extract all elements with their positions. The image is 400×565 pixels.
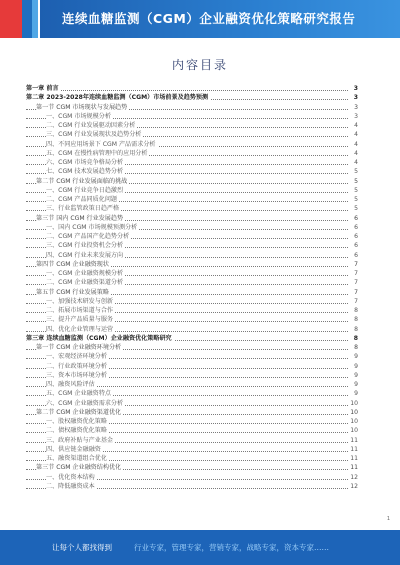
toc-entry-title: 二、CGM 行业发展驱动因素分析 [46,122,136,129]
toc-entry-page: 9 [354,371,358,379]
toc-entry[interactable] [26,399,358,408]
toc-entry-title: 五、融资渠道组合优化 [46,455,107,462]
toc-entry-title: 三、资本市场环境分析 [46,371,107,379]
report-title: 连续血糖监测（CGM）企业融资优化策略研究报告 [62,11,356,26]
toc-entry-title: 四、CGM 行业未来发展方向 [46,251,124,259]
toc-entry-page: 10 [350,408,358,416]
toc-entry-title: 四、优化企业管理与运营 [46,325,114,333]
toc-entry-page: 8 [353,334,358,342]
toc-entry[interactable] [26,473,358,482]
toc-entry[interactable] [26,103,358,112]
toc-entry-page: 3 [354,103,358,111]
toc-entry-page: 4 [354,140,358,148]
toc-entry[interactable] [26,426,358,435]
toc-entry-page: 8 [354,307,358,314]
toc-entry-page: 6 [354,233,358,240]
toc-entry[interactable] [26,177,358,186]
toc-entry[interactable] [26,297,358,306]
footer-tags: 行业专家，管理专家，营销专家，战略专家，资本专家…… [134,543,329,552]
toc-entry-title: 一、优化资本结构 [46,473,95,481]
toc-entry-title: 二、CGM 产品国产化趋势分析 [46,233,130,240]
toc-entry[interactable] [26,223,358,232]
toc-entry-page: 4 [354,131,358,139]
toc-entry[interactable] [26,325,358,334]
toc-entry[interactable] [26,241,358,250]
toc-entry-page: 4 [354,159,358,166]
toc-entry[interactable] [26,195,358,204]
toc-entry-title: 六、CGM 市场竞争格局分析 [46,159,124,166]
toc-entry-title: 五、CGM 企业融资特点 [46,390,111,398]
toc-entry-title: 三、CGM 行业投资机会分析 [46,242,124,250]
toc-entry-title: 第一节 CGM 市场现状与发展趋势 [36,103,128,111]
toc-entry[interactable] [26,158,358,167]
toc-entry-page: 11 [350,445,358,453]
toc-entry-page: 4 [354,149,358,157]
footer-slogan: 让每个人都找得到 [52,543,112,552]
toc-entry-title: 二、降低融资成本 [46,482,95,490]
toc-entry-title: 第三章 连续血糖监测（CGM）企业融资优化策略研究 [26,334,172,342]
toc-entry-page: 6 [354,214,358,222]
toc-entry-page: 8 [354,325,358,333]
toc-entry-title: 第一章 前言 [26,85,59,92]
toc-entry-title: 二、行业政策环境分析 [46,362,107,370]
toc-entry-title: 一、CGM 市场规模分析 [46,112,111,120]
toc-entry[interactable] [26,204,358,213]
toc-entry-page: 11 [350,436,358,444]
page-number: 1 [386,516,390,522]
toc-entry-title: 四、不同应用场景下 CGM 产品需求分析 [46,140,156,148]
toc-entry[interactable] [26,93,358,102]
header-color-bar [0,0,40,38]
toc-entry-page: 11 [350,464,358,472]
toc-entry[interactable] [26,260,358,269]
toc-entry[interactable] [26,408,358,417]
toc-entry-page: 12 [350,482,358,490]
toc-entry-page: 5 [354,196,358,203]
toc-entry-page: 9 [354,362,358,370]
toc-entry-page: 6 [354,242,358,250]
toc-entry-title: 一、CGM 企业融资规模分析 [46,270,124,277]
toc-entry-page: 5 [354,205,358,213]
toc-entry[interactable] [26,269,358,278]
toc-entry-title: 七、CGM 技术发展趋势分析 [46,168,124,176]
toc-entry[interactable] [26,149,358,158]
toc-entry[interactable] [26,454,358,463]
toc-entry[interactable] [26,251,358,260]
toc-entry-page: 5 [354,186,358,194]
toc-entry[interactable] [26,334,358,343]
toc-entry-title: 三、行业监管政策日趋严格 [46,205,120,213]
toc-entry-title: 三、提升产品质量与服务 [46,316,114,324]
toc-entry[interactable] [26,121,358,130]
toc-entry[interactable] [26,436,358,445]
toc-entry[interactable] [26,278,358,287]
toc-entry-title: 五、CGM 在慢性病管理中的应用分析 [46,149,148,157]
toc-entry[interactable] [26,140,358,149]
toc-entry-page: 5 [354,177,358,185]
toc-entry-title: 三、政府补贴与产业基金 [46,436,114,444]
toc-entry-title: 二、债权融资优化策略 [46,427,107,435]
toc-entry-title: 三、CGM 行业发展现状及趋势分析 [46,131,142,139]
toc-entry[interactable] [26,167,358,176]
toc-entry[interactable] [26,306,358,315]
toc-entry-page: 6 [354,251,358,259]
toc-heading: 内容目录 [171,58,228,72]
toc-entry-page: 8 [354,344,358,351]
toc-entry-page: 8 [354,316,358,324]
toc-entry[interactable] [26,232,358,241]
toc-entry-title: 一、宏观经济环境分析 [46,353,107,361]
toc-entry[interactable] [26,288,358,297]
toc-entry-page: 9 [354,381,358,388]
toc-entry[interactable] [26,380,358,389]
toc-entry-title: 一、CGM 行业竞争日趋激烈 [46,186,124,194]
toc-entry-title: 第四节 CGM 企业融资现状 [36,260,109,268]
toc-entry[interactable] [26,371,358,380]
toc-entry-page: 10 [350,418,358,425]
toc-entry-title: 第三节 CGM 企业融资结构优化 [36,464,122,472]
toc-entry-page: 7 [354,297,358,305]
toc-entry[interactable] [26,130,358,139]
toc-entry-page: 10 [350,399,358,407]
toc-entry[interactable] [26,186,358,195]
toc-entry-title: 第三节 国内 CGM 行业发展趋势 [36,214,124,222]
report-header [0,0,400,38]
toc-entry-page: 6 [354,223,358,231]
toc-entry-title: 六、CGM 企业融资需求分析 [46,399,124,407]
toc-entry-page: 7 [354,288,358,296]
toc-entry-title: 第二节 CGM 企业融资渠道优化 [36,408,122,416]
toc-entry[interactable] [26,112,358,121]
toc-entry-title: 二、拓展市场渠道与合作 [46,307,114,314]
toc-entry-page: 4 [354,122,358,129]
toc-entry-page: 3 [354,112,358,120]
toc-entry-title: 四、供应链金融融资 [46,445,101,453]
toc-entry-page: 9 [354,390,358,398]
toc-entry[interactable] [26,482,358,491]
toc-entry-page: 10 [350,427,358,435]
toc-entry[interactable] [26,214,358,223]
toc-entry-title: 一、加强技术研发与创新 [46,297,114,305]
toc-entry-page: 9 [354,353,358,361]
toc-entry-title: 一、股权融资优化策略 [46,418,107,425]
toc-dot-leader [26,90,348,91]
toc-entry-title: 四、融资风险评估 [46,381,95,388]
toc-entry[interactable] [26,445,358,454]
toc-entry-page: 12 [350,473,358,481]
toc-entry-page: 7 [354,260,358,268]
toc-entry-page: 3 [353,85,358,92]
toc-entry-page: 7 [354,279,358,287]
toc-entry[interactable] [26,362,358,371]
toc-entry-title: 二、CGM 产品同质化问题 [46,196,118,203]
toc-entry-title: 第二章 2023-2028年连续血糖监测（CGM）市场前景及趋势预测 [26,94,209,102]
toc-entry-title: 第二节 CGM 行业发展面临的挑战 [36,177,128,185]
toc-entry[interactable] [26,389,358,398]
toc-entry-title: 第一节 CGM 企业融资环境分析 [36,344,122,351]
toc-entry-title: 一、国内 CGM 市场规模预测分析 [46,223,138,231]
toc-entry-page: 5 [354,168,358,176]
toc-entry[interactable] [26,315,358,324]
toc-entry[interactable] [26,84,358,93]
toc-entry-page: 7 [354,270,358,277]
toc-entry-title: 第五节 CGM 行业发展策略 [36,288,109,296]
toc-entry-page: 11 [350,455,358,462]
toc-entry-title: 二、CGM 企业融资渠道分析 [46,279,124,287]
toc-entry[interactable] [26,463,358,472]
toc-entry[interactable] [26,417,358,426]
toc-entry[interactable] [26,343,358,352]
toc-entry[interactable] [26,352,358,361]
footer-banner [0,530,400,565]
toc-entry-page: 3 [353,94,358,102]
table-of-contents [26,84,358,491]
